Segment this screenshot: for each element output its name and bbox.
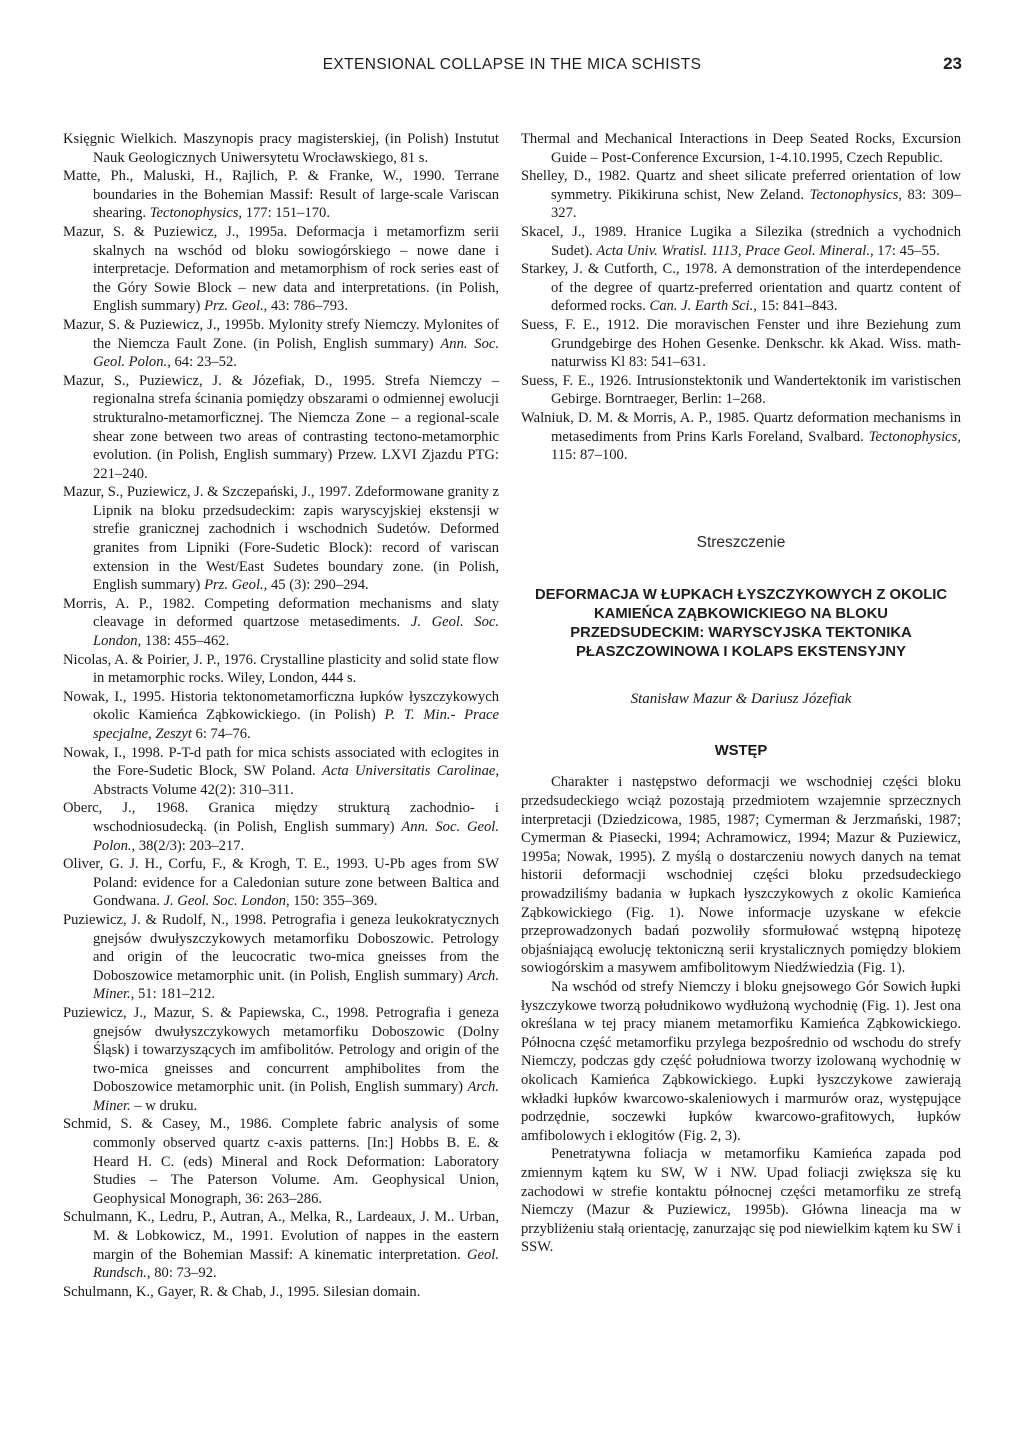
reference-entry: [63, 1004, 499, 1116]
body-paragraph: Charakter i następstwo deformacji we wschodniej części bloku przedsudeckiego wciąż pozostają przedmiotem wzajemnie sprzecznych interpretacji (Dziedzicowa, 1985, 1987; Cymerman & Jerzmański, 1987; Cymerman & Piasecki, 1994; Achramowicz, 1994; Mazur & Puziewicz, 1995a; Nowak, 1995). Z myślą o dostarczeniu nowych danych na temat historii deformacji wschodniej części bloku przedsudeckiego prowadziliśmy badania w łupkach łyszczykowych z okolic Kamieńca Ząbkowickiego (Fig. 1). Nowe informacje uzyskane w efekcie przeprowadzonych badań pozwoliły sformułować wstępną hipotezę objaśniającą ewolucję tektoniczną serii krystalicznych pomiędzy blokiem sowiogórskim a masywem amfibolitowym Niedźwiedzia (Fig. 1).: [521, 774, 961, 977]
reference-text: Silesian domain.: [319, 1283, 421, 1300]
reference-text: Intrusionstektonik und Wandertektonik im varistischen Gebirge. Borntraeger, Berlin: 1–268.: [551, 372, 961, 408]
reference-volume: , 17: 45–55.: [870, 242, 940, 259]
reference-authors: Mazur, S. & Puziewicz, J., 1995a.: [63, 223, 288, 240]
reference-journal: J. Geol. Soc. London: [93, 614, 499, 650]
reference-authors: Shelley, D., 1982.: [521, 168, 631, 185]
reference-text: U-Pb ages from SW Poland: evidence for a Caledonian suture zone between Baltica and Gondwana.: [93, 856, 499, 910]
reference-authors: Oliver, G. J. H., Corfu, F., & Krogh, T. E., 1993.: [63, 856, 369, 873]
reference-text: Deformacja i metamorfizm serii skalnych na wschód od bloku sowiogórskiego – nowe dane i interpretacje. Deformation and metamorphism of rock series east of the Góry Sowie Block – new data and interpretations. (in Polish, English summary): [93, 223, 499, 315]
reference-entry: [63, 1283, 499, 1302]
reference-volume: , 177: 151–170.: [238, 205, 331, 222]
reference-entry: [521, 372, 961, 409]
reference-entry: [63, 1115, 499, 1208]
right-column: [521, 130, 961, 1257]
reference-text: Petrografia i geneza leukokratycznych gnejsów dwułyszczykowych metamorfiku Doboszowic. Petrology and origin of the leucocratic two-mica gneisses from the Doboszowice metamorphic unit. (in Polish, English summary): [93, 911, 500, 984]
reference-entry: [521, 316, 961, 372]
reference-volume: , 38(2/3): 203–217.: [131, 837, 245, 854]
reference-journal: Acta Universitatis Carolinae: [321, 763, 496, 780]
reference-text: Mylonity strefy Niemczy. Mylonites of the Niemcza Fault Zone. (in Polish, English summary): [93, 316, 499, 352]
reference-authors: Schmid, S. & Casey, M., 1986.: [63, 1116, 273, 1133]
reference-text: Petrografia i geneza gnejsów dwułyszczykowych metamorfiku Doboszowic (Dolny Śląsk) i towarzyszących im amfibolitów. Petrology and origin of the two-mica gneisses and concurrent amphibolites from the Doboszowice metamorphic unit. (in Polish, English summary): [93, 1004, 499, 1096]
reference-volume: , 138: 455–462.: [137, 633, 230, 650]
reference-volume: , 51: 181–212.: [130, 986, 216, 1003]
reference-authors: Puziewicz, J. & Rudolf, N., 1998.: [63, 911, 267, 928]
reference-text: Quartz deformation mechanisms in metasediments from Prins Karls Foreland, Svalbard.: [551, 409, 961, 445]
reference-authors: Schulmann, K., Gayer, R. & Chab, J., 1995.: [63, 1283, 320, 1300]
reference-authors: Skacel, J., 1989.: [521, 223, 627, 240]
reference-entry: [521, 260, 961, 316]
reference-text: Complete fabric analysis of some commonly observed quartz c-axis patterns. [In:] Hobbs B. E. & Heard H. C. (eds) Mineral and Rock Deformation: Laboratory Studies – The Paterson Volume. Am. Geophysical Union, Geophysical Monograph, 36: 263–286.: [93, 1116, 499, 1207]
reference-journal: Tectonophysics: [868, 428, 958, 445]
reference-volume: 6: 74–76.: [191, 726, 251, 742]
running-head: EXTENSIONAL COLLAPSE IN THE MICA SCHISTS: [322, 56, 702, 73]
reference-journal: Geol. Rundsch.: [93, 1246, 499, 1282]
reference-authors: Mazur, S. & Puziewicz, J., 1995b.: [63, 316, 265, 333]
reference-volume: , Abstracts Volume 42(2): 310–311.: [93, 763, 500, 798]
reference-authors: Morris, A. P., 1982.: [63, 595, 195, 612]
reference-entry: [63, 483, 499, 595]
reference-entry: [63, 855, 499, 911]
reference-entry: [63, 799, 499, 855]
reference-text: Die moravischen Fenster und ihre Beziehung zum Grundgebirge des Hohen Gesenke. Denkschr. kk Akad. Wiss. math-naturwiss Kl 83: 541–631.: [551, 316, 961, 371]
reference-authors: Nowak, I., 1995.: [63, 688, 165, 705]
reference-journal: Ann. Soc. Geol. Polon.: [93, 818, 499, 854]
page-number: 23: [943, 54, 962, 73]
references-right-column: [521, 130, 961, 465]
reference-entry: [63, 688, 499, 744]
reference-entry: [63, 223, 499, 316]
section-title: Streszczenie: [696, 533, 786, 551]
reference-journal: Acta Univ. Wratisl. 1113, Prace Geol. Mineral.: [596, 242, 870, 259]
reference-authors: Suess, F. E., 1926.: [521, 372, 632, 389]
reference-text: P-T-d path for mica schists associated with eclogites in the Fore-Sudetic Block, SW Poland.: [93, 744, 500, 780]
reference-journal: Tectonophysics: [809, 186, 899, 203]
reference-journal: Prz. Geol.: [204, 298, 264, 315]
reference-authors: Suess, F. E., 1912.: [521, 316, 640, 333]
reference-text: Terrane boundaries in the Bohemian Massif: Result of large-scale Variscan shearing.: [93, 168, 500, 222]
reference-authors: Nowak, I., 1998.: [63, 744, 164, 761]
reference-volume: , 45 (3): 290–294.: [263, 577, 369, 594]
intro-heading: WSTĘP: [714, 742, 768, 759]
reference-authors: Mazur, S., Puziewicz, J. & Józefiak, D., 1995.: [63, 372, 375, 389]
reference-text: Competing deformation mechanisms and slaty cleavage in deformed quartzose metasediments.: [93, 595, 499, 631]
body-paragraph: Penetratywna foliacja w metamorfiku Kamieńca zapada pod zmiennym kątem ku SW, W i NW. Upad foliacji zwiększa się ku zachodowi w strefie kontaktu północnej części metamorfiku ze strefą Niemczy (Mazur & Puziewicz, 1995b). Główna lineacja ma w przybliżeniu stałą orientację, zanurzając się pod niewielkim kątem ku SW i SSW.: [521, 1146, 961, 1256]
reference-text: Strefa Niemczy – regionalna strefa ścinania pomiędzy obszarami o odmiennej ewolucji strukturalno-metamorficznej. The Niemcza Zone – a regional-scale shear zone between two areas of contrasting tectono-metamorphic evolution. (in Polish, English summary) Przew. LXVI Zjazdu PTG: 221–240.: [93, 372, 499, 482]
reference-text: Księgnic Wielkich. Maszynopis pracy magisterskiej, (in Polish) Instutut Nauk Geologicznych Uniwersytetu Wrocławskiego, 81 s.: [63, 131, 499, 166]
reference-text: Granica między strukturą zachodnio- i wschodniosudecką. (in Polish, English summary): [93, 800, 499, 835]
reference-volume: , 64: 23–52.: [167, 354, 237, 371]
paper-title: DEFORMACJA W ŁUPKACH ŁYSZCZYKOWYCH Z OKOLIC KAMIEŃCA ZĄBKOWICKIEGO NA BLOKU PRZEDSUDECKIM: WARYSCYJSKA TEKTONIKA PŁASZCZOWINOWA I KOLAPS EKSTENSYJNY: [534, 587, 948, 661]
references-left-column: [63, 130, 499, 1301]
reference-journal: Arch. Miner.: [93, 967, 499, 1003]
reference-text: Hranice Lugika a Silezika (strednich a vychodnich Sudet).: [551, 223, 961, 259]
reference-text: A demonstration of the interdependence of the degree of quartz-preferred orientation and quartz content of deformed rocks.: [551, 261, 961, 315]
reference-journal: P. T. Min.- Prace specjalne, Zeszyt: [93, 707, 499, 742]
reference-entry: [521, 167, 961, 223]
paper-authors: Stanisław Mazur & Dariusz Józefiak: [630, 691, 852, 708]
reference-entry: [63, 744, 499, 800]
reference-entry: [63, 651, 499, 688]
reference-authors: Nicolas, A. & Poirier, J. P., 1976.: [63, 651, 257, 668]
reference-text: Zdeformowane granity z Lipnik na bloku przedsudeckim: zapis waryscyjskiej ekstensji w strefie granicznej zachodnich i wschodnich Sudetów. Deformed granites from Lipniki (Fore-Sudetic Block): record of variscan extension in the West/East Sudetes boundary zone. (in Polish, English summary): [93, 484, 499, 594]
reference-entry: [63, 595, 499, 651]
reference-volume: – w druku.: [130, 1097, 198, 1114]
reference-authors: Oberc, J., 1968.: [63, 800, 189, 817]
reference-text: Quartz and sheet silicate preferred orientation of low symmetry. Pikikiruna schist, New Zeland.: [551, 168, 961, 203]
reference-text: Crystalline plasticity and solid state flow in metamorphic rocks. Wiley, London, 444 s.: [93, 651, 499, 687]
reference-entry: [521, 130, 961, 167]
reference-entry: [63, 1208, 499, 1282]
reference-entry: [63, 372, 499, 484]
reference-volume: , 15: 841–843.: [753, 298, 838, 315]
reference-entry: [63, 911, 499, 1004]
reference-text: Thermal and Mechanical Interactions in Deep Seated Rocks, Excursion Guide – Post-Conference Excursion, 1-4.10.1995, Czech Republic.: [521, 131, 961, 166]
reference-journal: Arch. Miner.: [93, 1079, 499, 1114]
reference-entry: [521, 409, 961, 465]
reference-authors: Mazur, S., Puziewicz, J. & Szczepański, J., 1997.: [63, 484, 352, 501]
reference-journal: J. Geol. Soc. London: [163, 893, 286, 910]
reference-authors: Walniuk, D. M. & Morris, A. P., 1985.: [521, 409, 750, 426]
reference-text: Evolution of nappes in the eastern margin of the Bohemian Massif: A kinematic interpretation.: [93, 1228, 499, 1263]
reference-entry: [521, 223, 961, 260]
reference-text: Historia tektonometamorficzna łupków łyszczykowych okolic Kamieńca Ząbkowickiego. (in Polish): [93, 688, 499, 724]
reference-authors: Puziewicz, J., Mazur, S. & Papiewska, C., 1998.: [63, 1004, 369, 1021]
reference-journal: Prz. Geol.: [204, 577, 264, 594]
body-paragraph: Na wschód od strefy Niemczy i bloku gnejsowego Gór Sowich łupki łyszczykowe tworzą południkowo wydłużoną wychodnię (Fig. 1). Jest ona określana w tej pracy mianem metamorfiku Kamieńca Ząbkowickiego. Północna część metamorfiku przylega bezpośrednio od wschodu do strefy Niemczy, podczas gdy część południowa tworzy izolowaną wychodnię w okolicach Kamieńca Ząbkowickiego. Łupki łyszczykowe zawierają wkładki łupków kwarcowo-skaleniowych i marmurów oraz, występujące podrzędnie, soczewki łupków kwarcowo-grafitowych, łupków amfibolowych i eklogitów (Fig. 2, 3).: [521, 979, 961, 1144]
reference-volume: , 43: 786–793.: [263, 298, 348, 315]
reference-entry: [63, 167, 499, 223]
reference-entry: [63, 316, 499, 372]
reference-volume: , 80: 73–92.: [146, 1265, 217, 1282]
reference-journal: Tectonophysics: [149, 205, 239, 222]
reference-entry: [63, 130, 499, 167]
reference-journal: Can. J. Earth Sci.: [649, 298, 754, 315]
reference-authors: Matte, Ph., Maluski, H., Rajlich, P. & Franke, W., 1990.: [63, 168, 446, 185]
reference-authors: Schulmann, K., Ledru, P., Autran, A., Melka, R., Lardeaux, J. M.. Urban, M. & Lobkowicz, M., 1991.: [63, 1209, 499, 1245]
reference-volume: , 83: 309–327.: [551, 186, 962, 222]
reference-journal: Ann. Soc. Geol. Polon.: [93, 335, 499, 371]
reference-authors: Starkey, J. & Cutforth, C., 1978.: [521, 261, 718, 278]
page-header: [0, 52, 1024, 82]
reference-volume: , 150: 355–369.: [285, 893, 378, 910]
reference-volume: , 115: 87–100.: [551, 428, 961, 464]
